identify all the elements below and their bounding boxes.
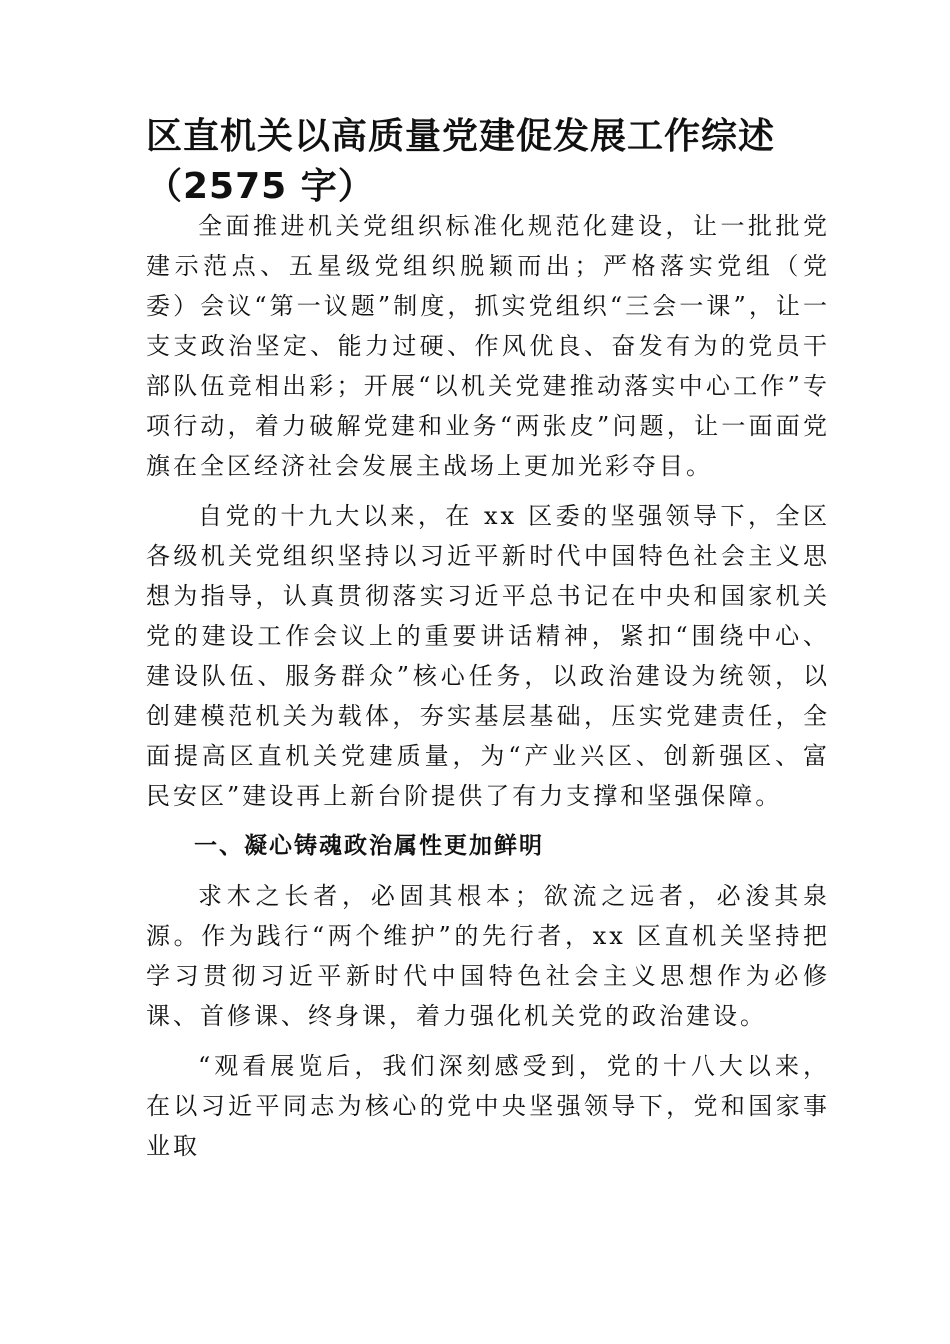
body-paragraph: 求木之长者，必固其根本；欲流之远者，必浚其泉源。作为践行“两个维护”的先行者，xx 区直机关坚持把学习贯彻习近平新时代中国特色社会主义思想作为必修课、首修课、终身课，着力强化机关党的政治建设。 [146,882,830,1030]
paragraph-gap [146,1036,830,1046]
section-heading: 一、凝心铸魂政治属性更加鲜明 [194,833,544,859]
paragraph-gap [146,866,830,876]
paragraph-gap [146,816,830,826]
body-paragraph: 自党的十九大以来，在 xx 区委的坚强领导下，全区各级机关党组织坚持以习近平新时代中国特色社会主义思想为指导，认真贯彻落实习近平总书记在中央和国家机关党的建设工作会议上的重要讲话精神，紧扣“围绕中心、建设队伍、服务群众”核心任务，以政治建设为统领，以创建模范机关为载体，夯实基层基础，压实党建责任，全面提高区直机关党建质量，为“产业兴区、创新强区、富民安区”建设再上新台阶提供了有力支撑和坚强保障。 [146,502,830,810]
document-body [146,206,830,1166]
document-title: 区直机关以高质量党建促发展工作综述（2575 字） [146,116,776,207]
body-paragraph: “观看展览后，我们深刻感受到，党的十八大以来，在以习近平同志为核心的党中央坚强领导下，党和国家事业取 [146,1052,830,1160]
paragraph-gap [146,486,830,496]
body-paragraph: 全面推进机关党组织标准化规范化建设，让一批批党建示范点、五星级党组织脱颖而出；严格落实党组（党委）会议“第一议题”制度，抓实党组织“三会一课”，让一支支政治坚定、能力过硬、作风优良、奋发有为的党员干部队伍竞相出彩；开展“以机关党建推动落实中心工作”专项行动，着力破解党建和业务“两张皮”问题，让一面面党旗在全区经济社会发展主战场上更加光彩夺目。 [146,212,830,480]
